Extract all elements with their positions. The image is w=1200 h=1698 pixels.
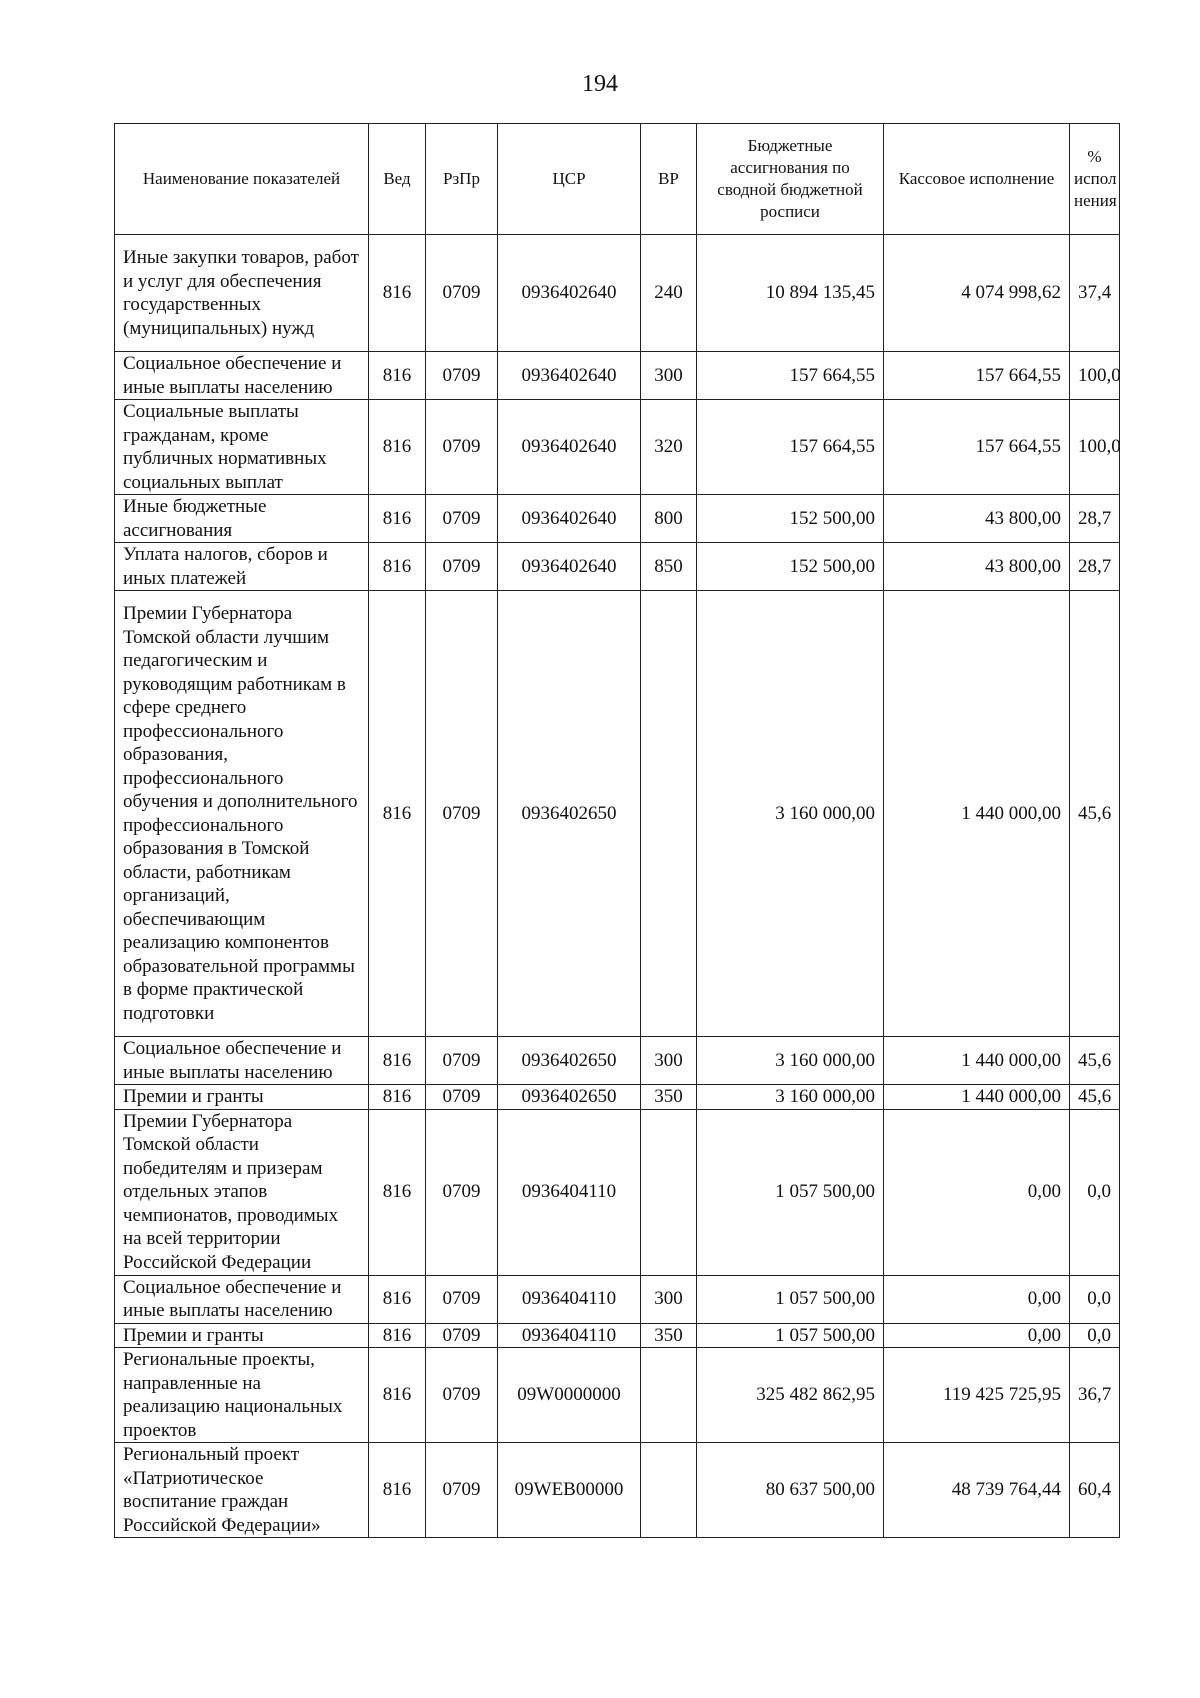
row-budget: 80 637 500,00 (697, 1443, 884, 1538)
row-cash: 48 739 764,44 (884, 1443, 1070, 1538)
row-name: Социальные выплаты гражданам, кроме публичных нормативных социальных выплат (115, 400, 369, 495)
table-row (115, 1348, 1120, 1443)
row-vr (641, 591, 697, 1037)
row-name: Социальное обеспечение и иные выплаты населению (115, 352, 369, 400)
table-row (115, 1323, 1120, 1348)
row-name: Социальное обеспечение и иные выплаты населению (115, 1275, 369, 1323)
row-rzpr: 0709 (426, 543, 498, 591)
row-ved: 816 (369, 543, 426, 591)
row-vr: 350 (641, 1323, 697, 1348)
row-pct: 0,0 (1070, 1275, 1120, 1323)
row-csr: 0936402640 (498, 495, 641, 543)
row-ved: 816 (369, 591, 426, 1037)
row-name: Иные закупки товаров, работ и услуг для обеспечения государственных (муниципальных) нужд (115, 235, 369, 352)
table-row (115, 1275, 1120, 1323)
row-budget: 157 664,55 (697, 400, 884, 495)
row-pct: 37,4 (1070, 235, 1120, 352)
row-name: Иные бюджетные ассигнования (115, 495, 369, 543)
row-cash: 1 440 000,00 (884, 1037, 1070, 1085)
row-cash: 0,00 (884, 1323, 1070, 1348)
table-body (115, 235, 1120, 1538)
header-pct: % испол нения (1070, 124, 1120, 235)
row-csr: 09WEB00000 (498, 1443, 641, 1538)
row-budget: 325 482 862,95 (697, 1348, 884, 1443)
row-pct: 60,4 (1070, 1443, 1120, 1538)
row-ved: 816 (369, 495, 426, 543)
row-csr: 0936404110 (498, 1323, 641, 1348)
row-cash: 43 800,00 (884, 543, 1070, 591)
row-rzpr: 0709 (426, 352, 498, 400)
row-name: Премии Губернатора Томской области лучшим педагогическим и руководящим работникам в сфере среднего профессионального образования, профессионального обучения и дополнительного профессионального образования в Томской области, работникам организаций, обеспечивающим реализацию компонентов образовательной программы в форме практической подготовки (115, 591, 369, 1037)
table-row (115, 495, 1120, 543)
row-rzpr: 0709 (426, 400, 498, 495)
row-budget: 3 160 000,00 (697, 1037, 884, 1085)
row-budget: 10 894 135,45 (697, 235, 884, 352)
row-ved: 816 (369, 1348, 426, 1443)
table-row (115, 1085, 1120, 1110)
row-budget: 1 057 500,00 (697, 1109, 884, 1275)
row-vr: 300 (641, 1275, 697, 1323)
row-rzpr: 0709 (426, 1348, 498, 1443)
row-ved: 816 (369, 1443, 426, 1538)
header-csr: ЦСР (498, 124, 641, 235)
row-pct: 28,7 (1070, 543, 1120, 591)
row-name: Региональный проект «Патриотическое воспитание граждан Российской Федерации» (115, 1443, 369, 1538)
row-csr: 0936402640 (498, 352, 641, 400)
row-pct: 100,0 (1070, 352, 1120, 400)
row-csr: 0936404110 (498, 1275, 641, 1323)
table-row (115, 1109, 1120, 1275)
row-csr: 0936402640 (498, 400, 641, 495)
row-vr: 320 (641, 400, 697, 495)
table-row (115, 1443, 1120, 1538)
row-vr (641, 1443, 697, 1538)
row-vr: 800 (641, 495, 697, 543)
row-csr: 0936402650 (498, 1037, 641, 1085)
table-row (115, 591, 1120, 1037)
header-vr: ВР (641, 124, 697, 235)
row-ved: 816 (369, 1085, 426, 1110)
row-cash: 4 074 998,62 (884, 235, 1070, 352)
table-row (115, 352, 1120, 400)
row-budget: 152 500,00 (697, 495, 884, 543)
row-csr: 0936402650 (498, 591, 641, 1037)
row-vr (641, 1109, 697, 1275)
row-name: Уплата налогов, сборов и иных платежей (115, 543, 369, 591)
row-pct: 0,0 (1070, 1323, 1120, 1348)
row-cash: 119 425 725,95 (884, 1348, 1070, 1443)
row-ved: 816 (369, 1109, 426, 1275)
row-vr: 350 (641, 1085, 697, 1110)
header-rzpr: РзПр (426, 124, 498, 235)
row-rzpr: 0709 (426, 1323, 498, 1348)
row-name: Премии и гранты (115, 1085, 369, 1110)
header-budget: Бюджетные ассигнования по сводной бюджетной росписи (697, 124, 884, 235)
row-budget: 152 500,00 (697, 543, 884, 591)
row-pct: 45,6 (1070, 1037, 1120, 1085)
page-number: 194 (582, 71, 618, 97)
header-ved: Вед (369, 124, 426, 235)
row-budget: 3 160 000,00 (697, 1085, 884, 1110)
row-ved: 816 (369, 1323, 426, 1348)
row-csr: 0936402640 (498, 235, 641, 352)
row-csr: 0936404110 (498, 1109, 641, 1275)
budget-execution-table (114, 123, 1120, 1538)
row-rzpr: 0709 (426, 495, 498, 543)
table-row (115, 543, 1120, 591)
row-budget: 1 057 500,00 (697, 1323, 884, 1348)
row-cash: 1 440 000,00 (884, 591, 1070, 1037)
row-ved: 816 (369, 1037, 426, 1085)
row-ved: 816 (369, 352, 426, 400)
row-pct: 36,7 (1070, 1348, 1120, 1443)
row-rzpr: 0709 (426, 1085, 498, 1110)
row-cash: 157 664,55 (884, 400, 1070, 495)
row-pct: 28,7 (1070, 495, 1120, 543)
table-row (115, 400, 1120, 495)
row-pct: 0,0 (1070, 1109, 1120, 1275)
row-pct: 45,6 (1070, 1085, 1120, 1110)
row-csr: 0936402640 (498, 543, 641, 591)
row-vr: 300 (641, 352, 697, 400)
header-cash: Кассовое исполнение (884, 124, 1070, 235)
row-vr (641, 1348, 697, 1443)
row-cash: 0,00 (884, 1109, 1070, 1275)
row-cash: 157 664,55 (884, 352, 1070, 400)
row-rzpr: 0709 (426, 1109, 498, 1275)
row-name: Премии и гранты (115, 1323, 369, 1348)
row-ved: 816 (369, 400, 426, 495)
row-budget: 1 057 500,00 (697, 1275, 884, 1323)
row-vr: 300 (641, 1037, 697, 1085)
table-row (115, 235, 1120, 352)
row-pct: 45,6 (1070, 591, 1120, 1037)
row-cash: 43 800,00 (884, 495, 1070, 543)
row-name: Региональные проекты, направленные на реализацию национальных проектов (115, 1348, 369, 1443)
row-ved: 816 (369, 235, 426, 352)
row-csr: 0936402650 (498, 1085, 641, 1110)
table-row (115, 1037, 1120, 1085)
row-rzpr: 0709 (426, 1275, 498, 1323)
row-pct: 100,0 (1070, 400, 1120, 495)
row-vr: 240 (641, 235, 697, 352)
row-cash: 0,00 (884, 1275, 1070, 1323)
table-header (115, 124, 1120, 235)
row-rzpr: 0709 (426, 235, 498, 352)
header-name: Наименование показателей (115, 124, 369, 235)
row-rzpr: 0709 (426, 591, 498, 1037)
row-vr: 850 (641, 543, 697, 591)
row-csr: 09W0000000 (498, 1348, 641, 1443)
row-cash: 1 440 000,00 (884, 1085, 1070, 1110)
row-ved: 816 (369, 1275, 426, 1323)
row-name: Премии Губернатора Томской области победителям и призерам отдельных этапов чемпионатов, проводимых на всей территории Российской Федерации (115, 1109, 369, 1275)
row-rzpr: 0709 (426, 1443, 498, 1538)
row-budget: 3 160 000,00 (697, 591, 884, 1037)
row-budget: 157 664,55 (697, 352, 884, 400)
row-name: Социальное обеспечение и иные выплаты населению (115, 1037, 369, 1085)
row-rzpr: 0709 (426, 1037, 498, 1085)
